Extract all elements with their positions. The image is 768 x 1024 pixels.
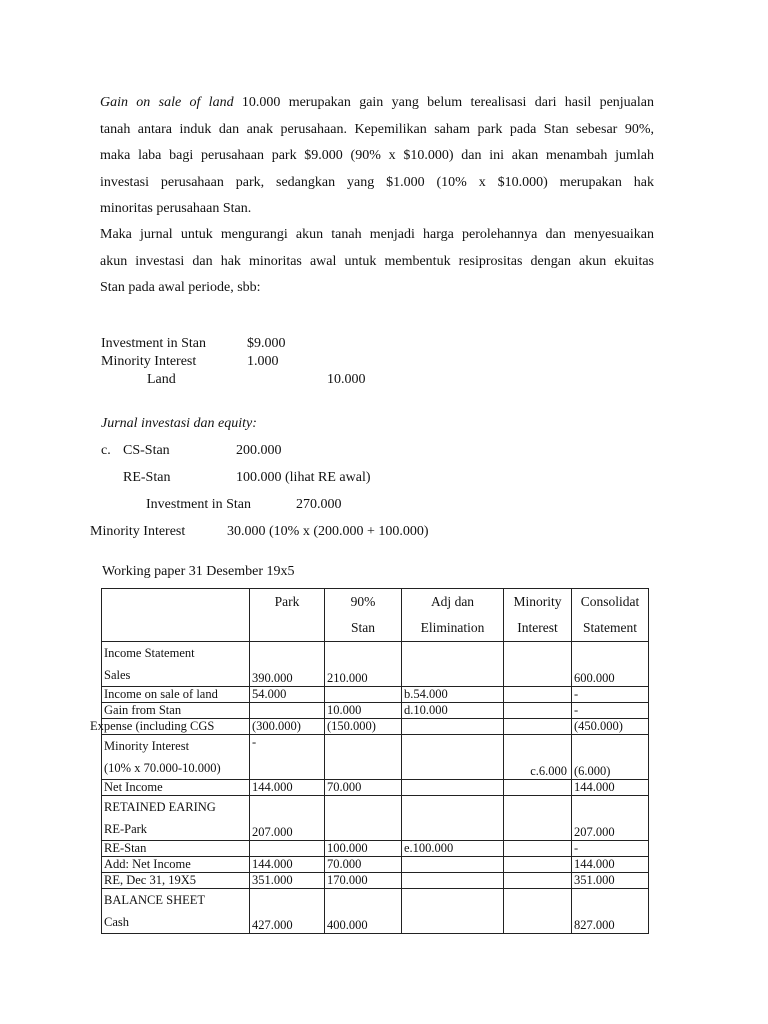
cell-stan: 10.000 [325, 703, 402, 719]
cell-park [250, 841, 325, 857]
row-label: Minority Interest (10% x 70.000-10.000) [102, 735, 250, 780]
cell-adj [402, 889, 504, 934]
cell-mi: c.6.000 [504, 735, 572, 780]
journal-heading: Jurnal investasi dan equity: [101, 416, 257, 431]
cell-adj [402, 857, 504, 873]
working-paper-table [90, 588, 649, 934]
table-row-re-stan [102, 841, 649, 857]
cell-park: - [250, 735, 325, 780]
cell-cons: - [572, 687, 649, 703]
cell-stan: 70.000 [325, 780, 402, 796]
cell-park [250, 703, 325, 719]
header-park: Park [250, 589, 325, 642]
cell-cons: (6.000) [572, 735, 649, 780]
cell-mi [504, 873, 572, 889]
cell-adj [402, 873, 504, 889]
cell-cons: 144.000 [572, 857, 649, 873]
cell-adj [402, 642, 504, 687]
cell-stan: 170.000 [325, 873, 402, 889]
paragraph-gain-on-sale: Gain on sale of land 10.000 merupakan gain yang belum terealisasi dari hasil penjualan tanah antara induk dan anak perusahaan. Kepemilikan saham park pada Stan sebesar 90%, maka laba bagi perusahaan park $9.000 (90% x $10.000) dan ini akan menambah jumlah investasi perusahaan park, sedangkan yang $1.000 (10% x $10.000) merupakan hak minoritas perusahaan Stan. [100, 95, 654, 216]
paragraph-journal-intro: Maka jurnal untuk mengurangi akun tanah menjadi harga perolehannya dan menyesuaikan akun investasi dan hak minoritas awal untuk membentuk resiprositas dengan akun ekuitas Stan pada awal periode, sbb: [100, 227, 654, 295]
row-label: Income on sale of land [102, 687, 250, 703]
cell-cons: 600.000 [572, 642, 649, 687]
header-stan: 90% Stan [325, 589, 402, 642]
journal-label: c. [101, 443, 111, 458]
cell-mi [504, 642, 572, 687]
cell-park: 144.000 [250, 857, 325, 873]
journal-amount: 200.000 [236, 443, 282, 458]
cell-mi [504, 780, 572, 796]
cell-mi [504, 719, 572, 735]
cell-cons: - [572, 703, 649, 719]
journal-account: Land [147, 372, 176, 387]
cell-mi [504, 703, 572, 719]
table-row-expense [102, 719, 649, 735]
cell-cons: 351.000 [572, 873, 649, 889]
row-label: RE-Stan [102, 841, 250, 857]
cell-park: 144.000 [250, 780, 325, 796]
cell-park: 351.000 [250, 873, 325, 889]
journal-account: Investment in Stan [101, 336, 206, 351]
table-row-sales [102, 642, 649, 687]
journal-account: RE-Stan [123, 470, 171, 485]
working-paper-title: Working paper 31 Desember 19x5 [102, 564, 295, 579]
cell-stan [325, 735, 402, 780]
table-row-cash [102, 889, 649, 934]
journal-amount: $9.000 [247, 336, 286, 351]
cell-mi [504, 687, 572, 703]
journal-amount: 30.000 (10% x (200.000 + 100.000) [227, 524, 429, 539]
table-row-net-income [102, 780, 649, 796]
cell-adj: e.100.000 [402, 841, 504, 857]
journal-amount: 270.000 [296, 497, 342, 512]
cell-cons: 207.000 [572, 796, 649, 841]
cell-adj [402, 780, 504, 796]
cell-stan [325, 687, 402, 703]
row-label: Gain from Stan [102, 703, 250, 719]
row-label: RE, Dec 31, 19X5 [102, 873, 250, 889]
journal-amount: 1.000 [247, 354, 279, 369]
header-minority-interest: Minority Interest [504, 589, 572, 642]
cell-park: 54.000 [250, 687, 325, 703]
cell-cons: (450.000) [572, 719, 649, 735]
table-row-re-park [102, 796, 649, 841]
table-header-row [102, 589, 649, 642]
cell-mi [504, 889, 572, 934]
row-label: Expense (including CGS [102, 719, 250, 735]
journal-amount: 100.000 (lihat RE awal) [236, 470, 371, 485]
table-row-income-land [102, 687, 649, 703]
cell-park: (300.000) [250, 719, 325, 735]
header-consolidated: Consolidat Statement [572, 589, 649, 642]
table-row-add-net-income [102, 857, 649, 873]
cell-adj [402, 735, 504, 780]
cell-adj [402, 719, 504, 735]
cell-stan: 210.000 [325, 642, 402, 687]
cell-cons: 827.000 [572, 889, 649, 934]
term-gain-on-sale: Gain on sale of land [100, 95, 234, 110]
cell-cons: 144.000 [572, 780, 649, 796]
cell-cons: - [572, 841, 649, 857]
cell-stan: (150.000) [325, 719, 402, 735]
journal-account: CS-Stan [123, 443, 170, 458]
journal-amount: 10.000 [327, 372, 366, 387]
cell-stan: 400.000 [325, 889, 402, 934]
journal-account: Investment in Stan [146, 497, 251, 512]
cell-park: 427.000 [250, 889, 325, 934]
journal-account: Minority Interest [90, 524, 186, 539]
cell-park: 390.000 [250, 642, 325, 687]
cell-adj: b.54.000 [402, 687, 504, 703]
cell-mi [504, 796, 572, 841]
header-blank [102, 589, 250, 642]
cell-adj: d.10.000 [402, 703, 504, 719]
table-row-minority-interest [102, 735, 649, 780]
cell-mi [504, 857, 572, 873]
table-row-gain-stan [102, 703, 649, 719]
row-label: Net Income [102, 780, 250, 796]
cell-adj [402, 796, 504, 841]
cell-stan: 100.000 [325, 841, 402, 857]
header-adj-elimination: Adj dan Elimination [402, 589, 504, 642]
row-label: RETAINED EARING RE-Park [102, 796, 250, 841]
journal-account: Minority Interest [101, 354, 197, 369]
cell-stan [325, 796, 402, 841]
cell-stan: 70.000 [325, 857, 402, 873]
cell-mi [504, 841, 572, 857]
row-label: BALANCE SHEET Cash [102, 889, 250, 934]
row-label: Add: Net Income [102, 857, 250, 873]
cell-park: 207.000 [250, 796, 325, 841]
row-label: Income Statement Sales [102, 642, 250, 687]
table-row-re-dec [102, 873, 649, 889]
